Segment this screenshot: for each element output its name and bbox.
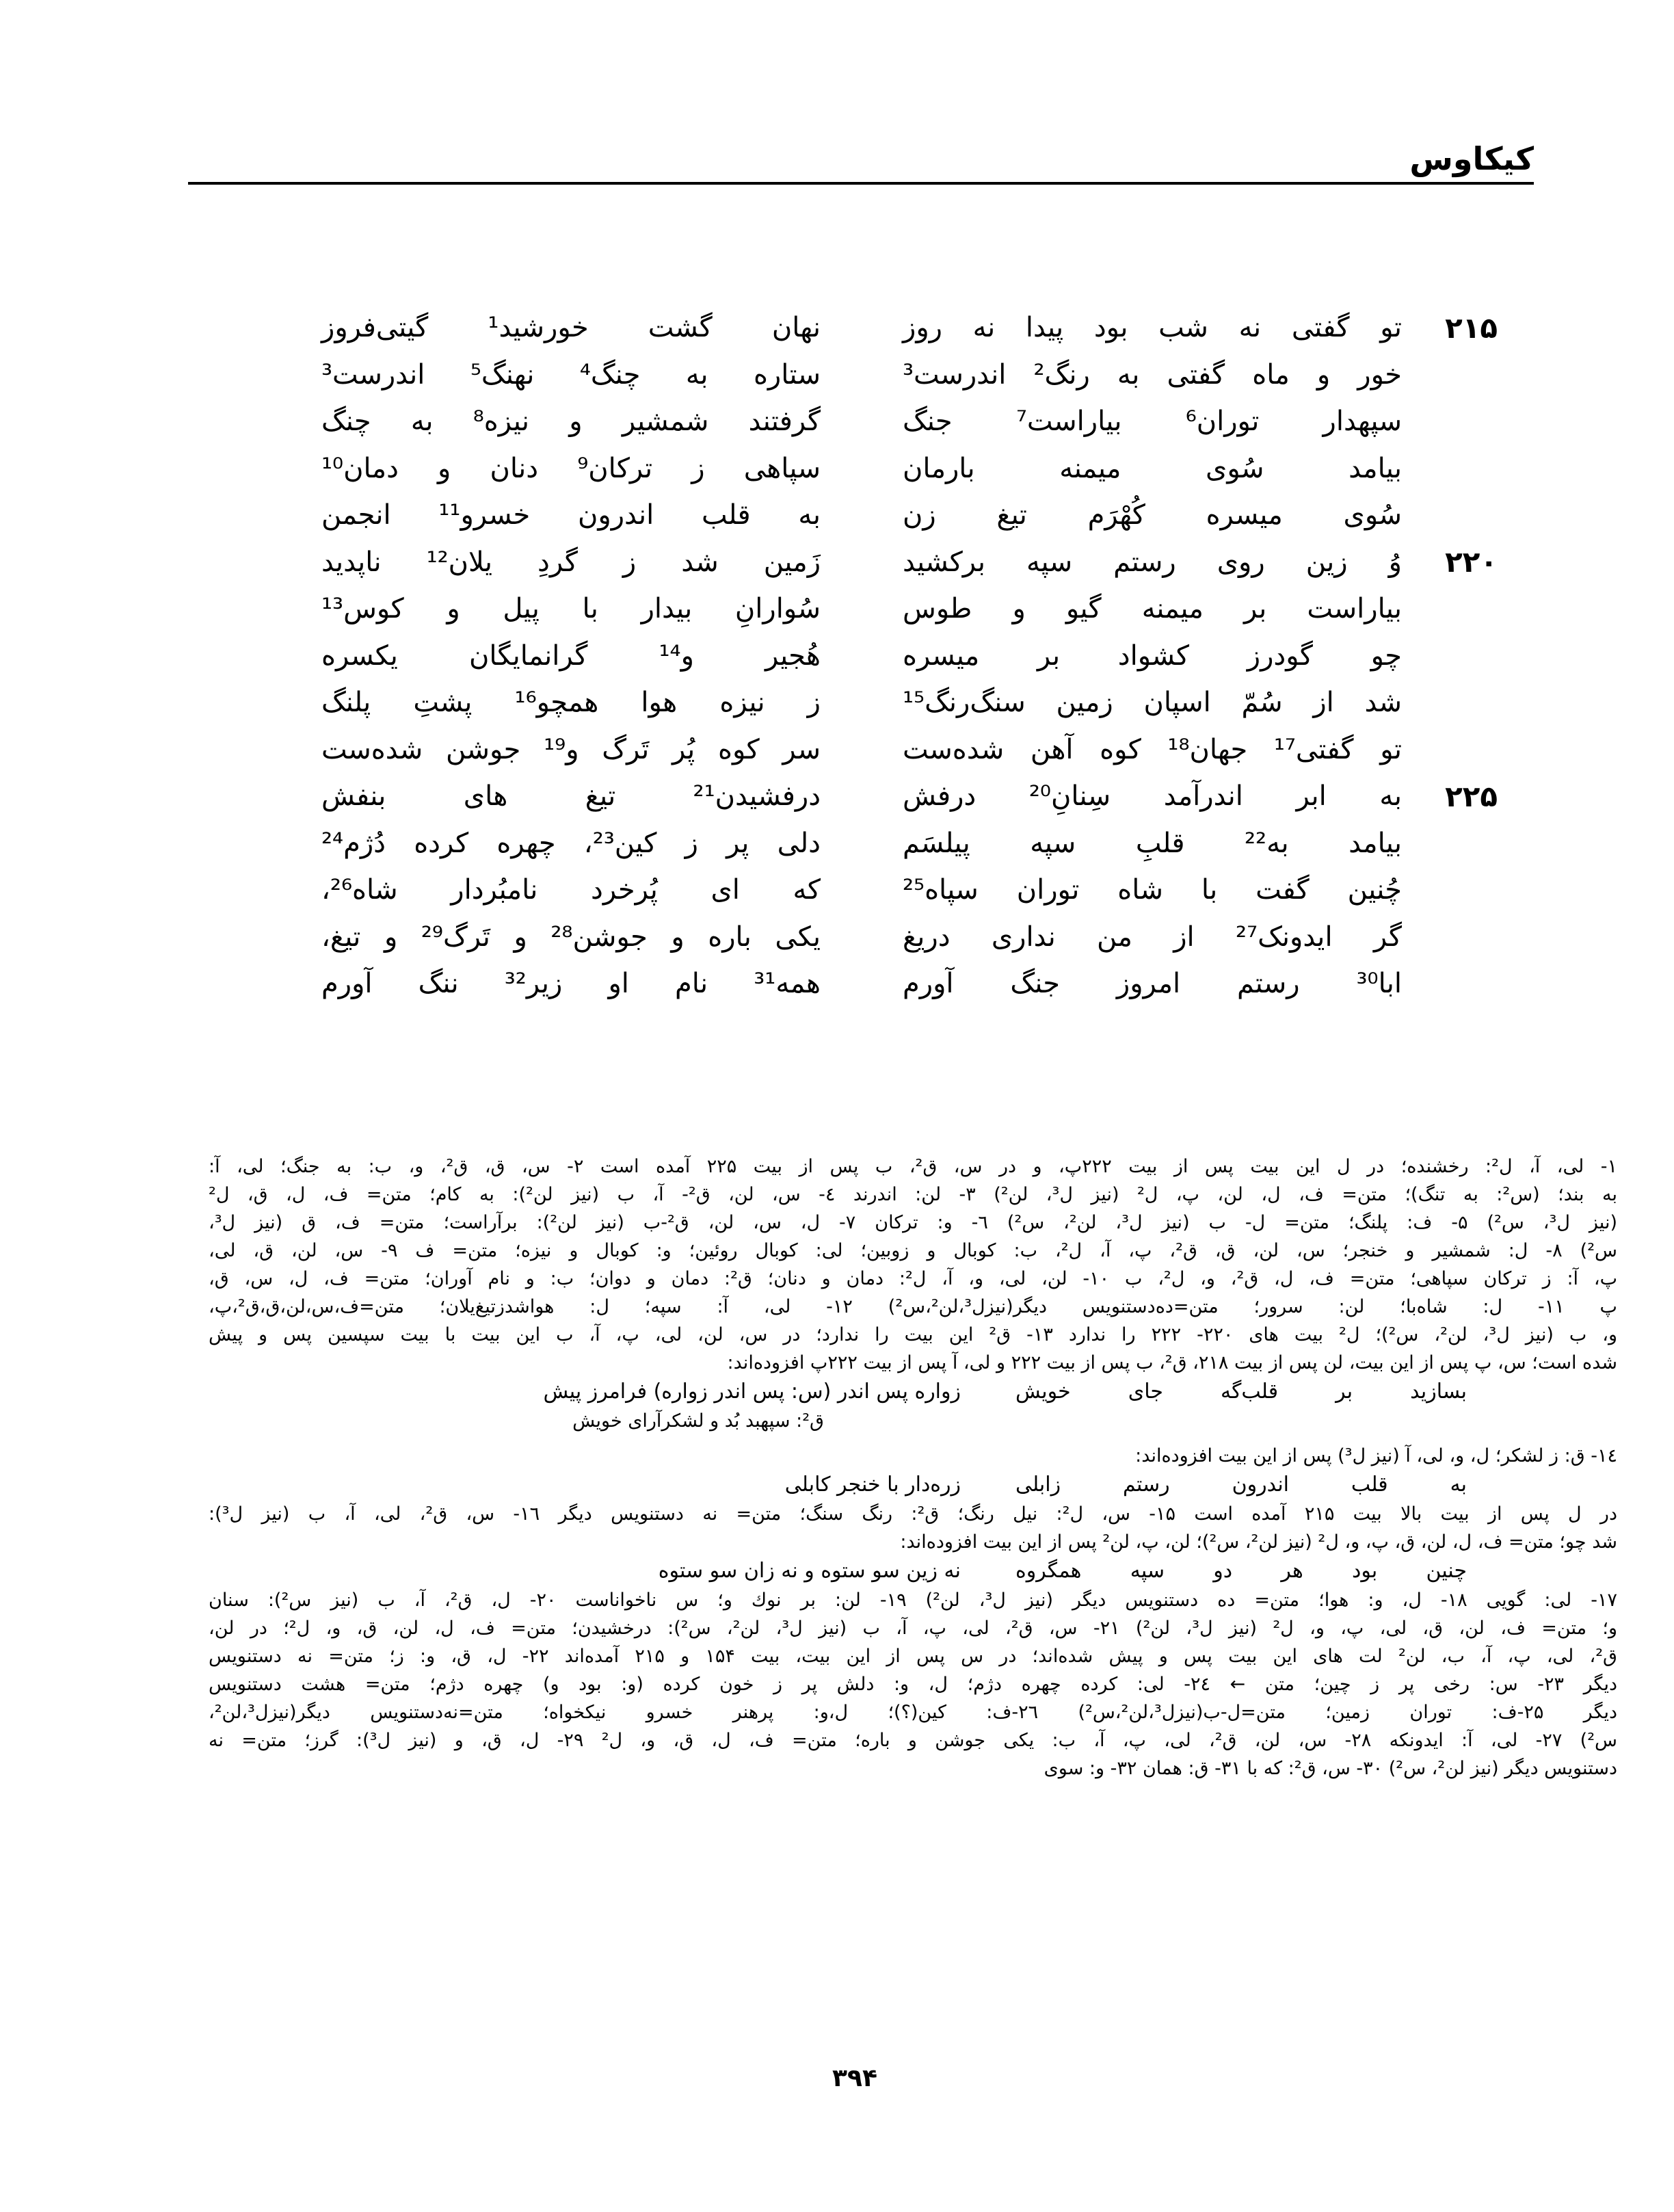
second-hemistich: همه³¹ نام او زیر³² ننگ آورم — [321, 968, 821, 1000]
footnote-line: س²) ۸- ل: شمشیر و خنجر؛ س، لن، ق، ق²، پ، آ، ل²، ب: کوبال و زوبین؛ لی: کوبال روئین؛ و: کوبال و نیزه؛ متن= ف ۹- س، لن، ق، لی، — [209, 1240, 1617, 1261]
footnote-line: (نیز ل³، س²) ۵- ف: پلنگ؛ متن= ل- ب (نیز ل³، لن²، س²) ٦- و: ترکان ۷- ل، س، لن، ق²-ب (نیز لن²): برآراست؛ متن= ف، ق (نیز ل³، — [209, 1212, 1617, 1233]
footnote-line: پ، آ: ز ترکان سپاهی؛ متن= ف، ل، ق²، و، ل²، ب ۱۰- لن، لی، و، آ، ل²: دمان و دنان؛ ق²: دمان و دوان؛ ب: و نام آوران؛ متن= ف، ل، س، ق، — [209, 1268, 1617, 1289]
verse-row — [321, 773, 1498, 820]
couplet-hemistich: به قلب اندرون رستم زابلی — [1015, 1473, 1467, 1497]
footnote-line: دیگر ۲۵-ف: توران زمین؛ متن=ل-ب(نیزل³،لن²،س²) ۲٦-ف: کین(؟)؛ ل،و: پرهنر خسرو نیکخواه؛ متن=نه‌دستنویس دیگر(نیزل³،لن²، — [209, 1702, 1617, 1723]
first-hemistich: ابا³⁰ رستم امروز جنگ آورم — [903, 968, 1402, 1000]
second-hemistich: دلی پر ز کین²³، چهره کرده دُژم²⁴ — [321, 827, 821, 859]
verse-row — [321, 352, 1498, 399]
verse-number: ۲۱۵ — [1445, 311, 1498, 345]
footnote-line: در ل پس از بیت بالا بیت ۲۱۵ آمده است ۱۵- س، ل²: نیل رنگ؛ ق²: رنگ سنگ؛ متن= نه دستنویس دیگر ۱٦- س، ق²، لی، آ، ب (نیز ل³): — [209, 1503, 1617, 1525]
first-hemistich: شد از سُمّ اسپان زمین سنگ‌رنگ¹⁵ — [903, 687, 1402, 719]
first-hemistich: به ابر اندرآمد سِنانِ²⁰ درفش — [903, 780, 1403, 813]
first-hemistich: بیامد به²² قلبِ سپه پیلسَم — [903, 827, 1402, 859]
second-hemistich: یکی باره و جوشن²⁸ و تَرگ²⁹ و تیغ، — [321, 921, 821, 953]
second-hemistich: به قلب اندرون خسرو¹¹ انجمن — [321, 499, 821, 531]
first-hemistich: تو گفتی¹⁷ جهان¹⁸ کوه آهن شده‌ست — [903, 733, 1402, 765]
second-hemistich: زَمین شد ز گردِ یلان¹² ناپدید — [321, 546, 821, 578]
footnote-line: شد چو؛ متن= ف، ل، لن، ق، پ، و، ل² (نیز لن²، س²)؛ لن، پ، لن² پس از این بیت افزوده‌اند: — [900, 1531, 1617, 1553]
first-hemistich: سُوی میسره کُهْرَم تیغ زن — [903, 499, 1402, 531]
verse-row — [321, 585, 1498, 633]
poem-verses — [321, 304, 1498, 1008]
second-hemistich: ز نیزه هوا همچو¹⁶ پشتِ پلنگ — [321, 687, 821, 719]
footnote-line: ق²، لی، پ، آ، ب، لن² لت های این بیت پس و پیش شده‌اند؛ در س پس از این بیت، بیت ۱۵۴ و ۲۱۵ آمده‌اند ۲۲- ل، ق، و: ز؛ متن= نه دستنویس — [209, 1646, 1617, 1667]
second-hemistich: سر کوه پُر تَرگ و¹⁹ جوشن شده‌ست — [321, 733, 821, 765]
first-hemistich: گر ایدونک²⁷ از من نداری دریغ — [903, 921, 1402, 953]
couplet-hemistich: زواره پس اندر (س: پس اندر زواره) فرامرز پیش — [543, 1380, 961, 1404]
second-hemistich: هُجیر و¹⁴ گرانمایگان یکسره — [321, 640, 821, 672]
running-header-title: کیکاوس — [1409, 140, 1534, 177]
verse-row — [321, 398, 1498, 445]
first-hemistich: بیاراست بر میمنه گیو و طوس — [903, 593, 1402, 625]
couplet-hemistich: نه زین سو ستوه و نه زان سو ستوه — [658, 1559, 961, 1583]
footnote-line: به بند؛ (س²: به تنگ)؛ متن= ف، ل، لن، پ، ل² (نیز ل³، لن²) ۳- لن: اندرند ٤- س، لن، ق²- آ، ب (نیز لن²): به کام؛ متن= ف، ل، ق، ل² — [209, 1184, 1617, 1205]
footnote-line: ۱- لی، آ، ل²: رخشنده؛ در ل این بیت پس از بیت ۲۲۲پ، و در س، ق²، ب پس از بیت ۲۲۵ آمده است ۲- س، ق، ق²، و، ب: به جنگ؛ لی، آ: — [209, 1156, 1617, 1177]
header-rule — [188, 182, 1534, 185]
verse-row — [321, 445, 1498, 492]
second-hemistich: گرفتند شمشیر و نیزه⁸ به چنگ — [321, 406, 821, 438]
first-hemistich: وُ زین روی رستم سپه برکشید — [903, 546, 1402, 578]
footnote-line: دستنویس دیگر (نیز لن²، س²) ۳۰- س، ق²: که با ۳۱- ق: همان ۳۲- و: سوی — [1044, 1758, 1617, 1779]
footnote-couplet — [209, 1377, 1617, 1407]
verse-row — [321, 679, 1498, 726]
footnote-line: ۱٤- ق: ز لشکر؛ ل، و، لی، آ (نیز ل³) پس از این بیت افزوده‌اند: — [1135, 1445, 1617, 1466]
footnote-line: و، ب (نیز ل³، لن²، س²)؛ ل² بیت های ۲۲۰- ۲۲۲ را ندارد ۱۳- ق² این بیت را ندارد؛ در س، لن، لی، پ، آ، ب این بیت با بیت سپسین پس و پیش — [209, 1324, 1617, 1345]
second-hemistich: درفشیدن²¹ تیغ های بنفش — [321, 780, 821, 813]
footnote-line: دیگر ۲۳- س: رخی پر ز چین؛ متن ← ۲٤- لی: کرده چهره دژم؛ ل، و: دلش پر ز خون کرده (و: بود و) چهره دژم؛ متن= هشت دستنویس — [209, 1674, 1617, 1695]
first-hemistich: بیامد سُوی میمنه بارمان — [903, 452, 1402, 484]
first-hemistich: چُنین گفت با شاه توران سپاه²⁵ — [903, 874, 1402, 906]
couplet-hemistich: چنین بود هر دو سپه همگروه — [1015, 1559, 1467, 1583]
second-hemistich: سُوارانِ بیدار با پیل و کوس¹³ — [321, 593, 821, 625]
first-hemistich: چو گودرز کشواد بر میسره — [903, 640, 1402, 672]
verse-row — [321, 914, 1498, 961]
footnote-line: و؛ متن= ف، لن، ق، لی، پ، و، ل² (نیز ل³، لن²) ۲۱- س، ق²، لی، پ، آ، ب (نیز ل³، لن²، س²): درخشیدن؛ متن= ف، ل، لن، ق، و، ل²؛ در لن، — [209, 1618, 1617, 1639]
verse-row — [321, 492, 1498, 539]
verse-row — [321, 960, 1498, 1008]
couplet-hemistich: بسازید بر قلب‌گه جای خویش — [1015, 1380, 1467, 1404]
second-hemistich: نهان گشت خورشید¹ گیتی‌فروز — [321, 312, 821, 344]
footnote-line: پ ۱۱- ل: شاه‌با؛ لن: سرور؛ متن=ده‌دستنویس دیگر(نیزل³،لن²،س²) ۱۲- لی، آ: سپه؛ ل: هواشدزتیغ‌یلان؛ متن=ف،س،لن،ق،ق²،پ، — [209, 1296, 1617, 1317]
first-hemistich: خور و ماه گفتی به رنگ² اندرست³ — [903, 358, 1402, 391]
verse-number: ۲۲۰ — [1445, 545, 1498, 579]
second-hemistich: ستاره به چنگ⁴ نهنگ⁵ اندرست³ — [321, 358, 821, 391]
verse-row — [321, 539, 1498, 586]
second-hemistich: که ای پُرخرد نامبُردار شاه²⁶، — [321, 874, 821, 906]
verse-number: ۲۲۵ — [1445, 779, 1498, 813]
footnotes — [209, 1153, 1617, 1782]
verse-row — [321, 820, 1498, 867]
second-hemistich: سپاهی ز ترکان⁹ دنان و دمان¹⁰ — [321, 452, 821, 484]
footnote-line: ۱۷- لی: گویی ۱۸- ل، و: هوا؛ متن= ده دستنویس دیگر (نیز ل³، لن²) ۱۹- لن: بر نوك و؛ س ناخواناست ۲۰- ل، ق²، آ، ب (نیز س²): سنان — [209, 1590, 1617, 1611]
footnote-line: شده است؛ س، پ پس از این بیت، لن پس از بیت ۲۱۸، ق²، ب پس از بیت ۲۲۲ و لی، آ پس از بیت ۲۲۲پ افزوده‌اند: — [727, 1352, 1617, 1373]
couplet-hemistich: زره‌دار با خنجر کابلی — [784, 1473, 961, 1497]
verse-row — [321, 304, 1498, 352]
footnote-line: س²) ۲۷- لی، آ: ایدونکه ۲۸- س، لن، ق²، لی، پ، آ، ب: یکی جوشن و باره؛ متن= ف، ل، ق، و، ل² ۲۹- ل، ق، و (نیز ل³): گرز؛ متن= نه — [209, 1730, 1617, 1751]
verse-row — [321, 726, 1498, 774]
page-number: ۳۹۴ — [832, 2064, 877, 2092]
first-hemistich: سپهدار توران⁶ بیاراست⁷ جنگ — [903, 406, 1402, 438]
verse-row — [321, 867, 1498, 914]
footnote-variant: ق²: سپهبد بُد و لشکرآرای خویش — [572, 1410, 824, 1432]
footnote-couplet — [209, 1470, 1617, 1500]
first-hemistich: تو گفتی نه شب بود پیدا نه روز — [903, 312, 1402, 344]
verse-row — [321, 633, 1498, 680]
footnote-couplet — [209, 1556, 1617, 1586]
